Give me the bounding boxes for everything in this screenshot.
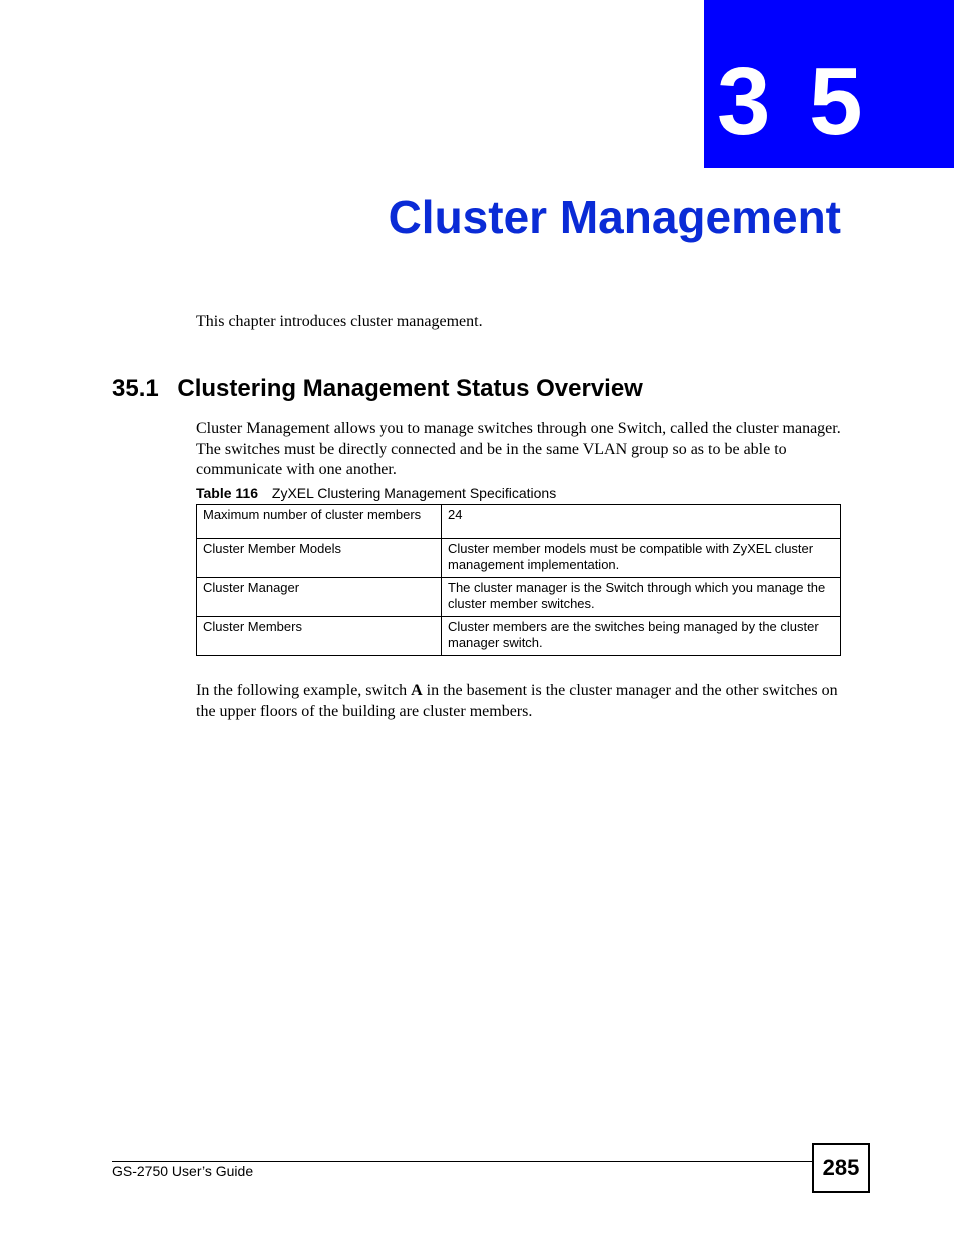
- chapter-number-box: [704, 0, 954, 168]
- spec-value-cell: The cluster manager is the Switch through which you manage the cluster member switches.: [442, 578, 841, 617]
- switch-label: A: [411, 682, 423, 699]
- table-row: [197, 505, 841, 539]
- spec-name-cell: Cluster Members: [197, 617, 442, 656]
- spec-value-cell: Cluster member models must be compatible with ZyXEL cluster management implementation.: [442, 539, 841, 578]
- page-number-box: [812, 1143, 870, 1193]
- chapter-number: 3 5: [717, 48, 869, 155]
- table-caption: [196, 484, 556, 502]
- footer-guide-title: GS-2750 User’s Guide: [112, 1163, 254, 1179]
- section-number: 35.1: [112, 375, 159, 402]
- section-title: Clustering Management Status Overview: [177, 375, 643, 402]
- chapter-title: Cluster Management: [388, 191, 841, 243]
- spec-name-cell: Cluster Member Models: [197, 539, 442, 578]
- spec-value-cell: Cluster members are the switches being managed by the cluster manager switch.: [442, 617, 841, 656]
- overview-paragraph: Cluster Management allows you to manage switches through one Switch, called the cluster manager. The switches must be directly connected and be in the same VLAN group so as to be able to communicate with one another.: [196, 420, 841, 478]
- table-row: [197, 617, 841, 656]
- example-paragraph: [196, 681, 846, 722]
- chapter-intro: This chapter introduces cluster management.: [196, 313, 483, 330]
- spec-name-cell: Cluster Manager: [197, 578, 442, 617]
- section-heading: [112, 374, 643, 404]
- spec-name-cell: Maximum number of cluster members: [197, 505, 442, 539]
- table-label: Table 116: [196, 485, 259, 501]
- table-caption-text: ZyXEL Clustering Management Specifications: [271, 485, 557, 501]
- example-text-end: in the basement is the cluster manager and the other switches on the upper floors of the building are cluster members.: [196, 682, 838, 720]
- page-number: 285: [822, 1155, 860, 1180]
- example-text-start: In the following example, switch: [196, 682, 412, 699]
- table-row: [197, 539, 841, 578]
- table-row: [197, 578, 841, 617]
- spec-value-cell: 24: [442, 505, 841, 539]
- specifications-table: [196, 504, 841, 656]
